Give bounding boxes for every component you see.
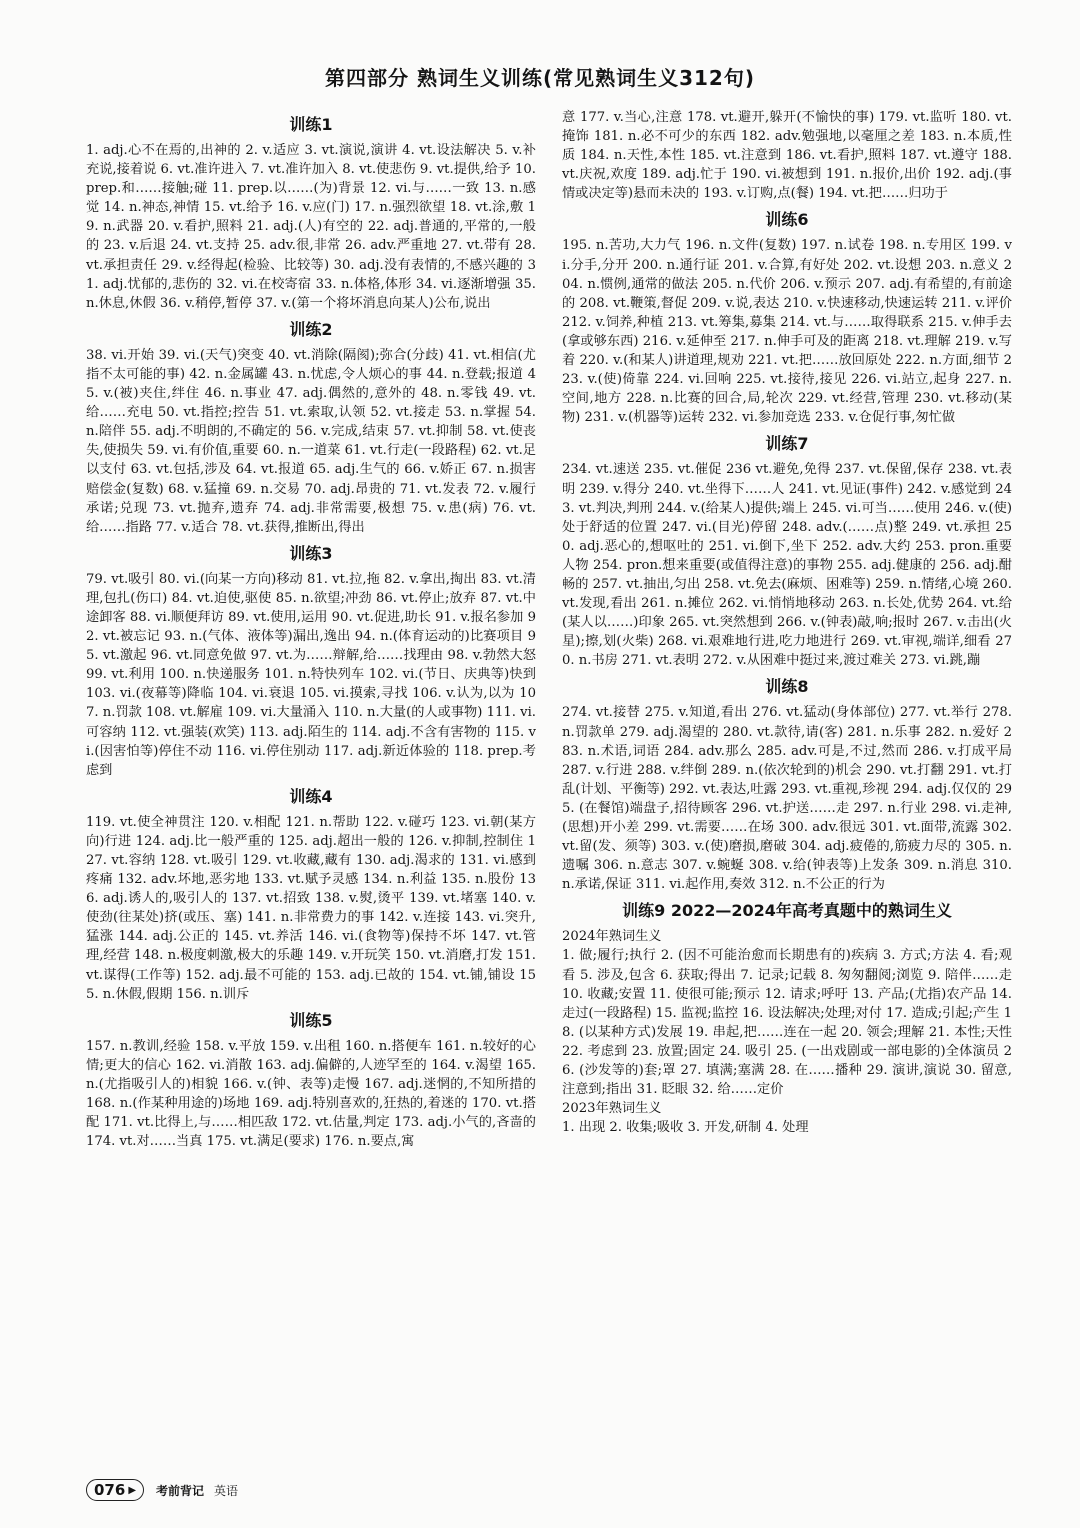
section-heading: 训练3 <box>289 543 333 563</box>
page-number-badge <box>86 1479 144 1501</box>
section-drill-7 <box>562 433 1012 670</box>
section-drill-3 <box>86 543 536 780</box>
answer-paragraph: 1. adj.心不在焉的,出神的 2. v.适应 3. vt.演说,演讲 4. vt.设法解决 5. v.补充说,接着说 6. vt.准许进入 7. vt.准许加入 8. vt.使悲伤 9. vt.提供,给予 10. prep.和……接触;碰 11. prep.以……(为)背景 12. vi.与……一致 13. n.感觉 14. n.神态,神情 15. vt.给予 16. v.应(门) 17. n.强烈欲望 18. vt.涂,敷 19. n.武器 20. v.看护,照料 21. adj.(人)有空的 22. adj.普通的,平常的,一般的 23. v.后退 24. vt.支持 25. adv.很,非常 26. adv.严重地 27. vt.带有 28. vt.承担责任 29. v.经得起(检验、比较等) 30. adj.没有表情的,不感兴趣的 31. adj.忧郁的,悲伤的 32. vi.在校寄宿 33. n.体格,体形 34. vi.逐渐增强 35. n.休息,休假 36. v.稍停,暂停 37. v.(第一个将坏消息向某人)公布,说出 <box>86 143 536 311</box>
answer-paragraph: 意 177. v.当心,注意 178. vt.避开,躲开(不愉快的事) 179. vt.监听 180. vt.掩饰 181. n.必不可少的东西 182. adv.勉强地,以毫厘之差 183. n.本质,性质 184. n.天性,本性 185. vt.注意到 186. vt.看护,照料 187. vt.遵守 188. vt.庆祝,欢度 189. adj.忙于 190. vi.被想到 191. n.报价,出价 192. adj.(事情或决定等)悬而未决的 193. v.订购,点(餐) 194. vt.把……归功于 <box>562 110 1012 202</box>
year-2023-label: 2023年熟词生义 <box>562 1101 662 1117</box>
section-drill-9 <box>562 900 1012 1137</box>
section-heading: 训练2 <box>289 319 333 339</box>
book-title: 考前背记 <box>156 1483 205 1498</box>
section-drill-5 <box>86 1010 536 1152</box>
section-heading: 训练6 <box>765 210 809 230</box>
right-column <box>562 108 1012 1137</box>
section-drill-6 <box>562 209 1012 427</box>
section-heading: 训练8 <box>765 677 809 697</box>
answer-paragraph: 157. n.教训,经验 158. v.平放 159. v.出租 160. n.搭便车 161. n.较好的心情;更大的信心 162. vi.消散 163. adj.偏僻的,人迹罕至的 164. v.渴望 165. n.(尤指吸引人的)相貌 166. v.(钟、表等)走慢 167. adj.迷惘的,不知所措的 168. n.(作某种用途的)场地 169. adj.特别喜欢的,狂热的,着迷的 170. vt.搭配 171. vt.比得上,与……相匹敌 172. vt.估量,判定 173. adj.小气的,吝啬的 174. vt.对……当真 175. vt.满足(要求) 176. n.要点,寓 <box>86 1038 536 1150</box>
page-footer <box>86 1476 238 1504</box>
answer-paragraph: 195. n.苦功,大力气 196. n.文件(复数) 197. n.试卷 198. n.专用区 199. vi.分手,分开 200. n.通行证 201. v.合算,有好处 202. vt.设想 203. n.意义 204. n.惯例,通常的做法 205. n.代价 206. v.预示 207. adj.有希望的,有前途的 208. vt.鞭策,督促 209. v.说,表达 210. v.快速移动,快速运转 211. v.评价 212. v.饲养,种植 213. vt.筹集,募集 214. vt.与……取得联系 215. v.伸手去(拿或够东西) 216. v.延伸至 217. n.伸手可及的距离 218. vt.理解 219. v.写着 220. v.(和某人)讲道理,规劝 221. vt.把……放回原处 222. n.方面,细节 223. v.(使)倚靠 224. vi.回响 225. vt.接待,接见 226. vi.站立,起身 227. n.空间,地方 228. n.比赛的回合,局,轮次 229. vt.经营,管理 230. vt.移动(某物) 231. v.(机器等)运转 232. vi.参加竞选 233. v.仓促行事,匆忙做 <box>562 238 1012 426</box>
section-heading: 训练7 <box>765 434 809 454</box>
play-arrow-icon: ▶ <box>128 1484 137 1496</box>
left-column <box>86 108 536 1151</box>
answer-paragraph: 274. vt.接替 275. v.知道,看出 276. vt.猛动(身体部位) 277. vt.举行 278. n.罚款单 279. adj.渴望的 280. vt.款待,请(客) 281. n.乐事 282. n.爱好 283. n.术语,词语 284. adv.那么 285. adv.可是,不过,然而 286. v.打成平局 287. v.行进 288. v.绊倒 289. n.(依次轮到的)机会 290. vt.打翻 291. vt.打乱(计划、平衡等) 292. vt.表达,吐露 293. vt.重视,珍视 294. adj.仅仅的 295. (在餐馆)端盘子,招待顾客 296. vt.护送……走 297. n.行业 298. vi.走神,(思想)开小差 299. vt.需要……在场 300. adv.很远 301. vt.面带,流露 302. vt.留(发、须等) 303. v.(使)磨损,磨破 304. adj.疲倦的,筋疲力尽的 305. n.遗嘱 306. n.意志 307. v.蜿蜒 308. v.给(钟表等)上发条 309. n.消息 310. n.承诺,保证 311. vi.起作用,奏效 312. n.不公正的行为 <box>562 705 1012 893</box>
section-drill-5-continued <box>562 108 1012 203</box>
section-drill-8 <box>562 676 1012 894</box>
answer-paragraph: 38. vi.开始 39. vi.(天气)突变 40. vt.消除(隔阂);弥合(分歧) 41. vt.相信(尤指不太可能的事) 42. n.金属罐 43. n.忧虑,令人烦心的事 44. n.登载;报道 45. v.(被)夹住,绊住 46. n.事业 47. adj.偶然的,意外的 48. n.零钱 49. vt.给……充电 50. vt.指控;控告 51. vt.索取,认领 52. vt.接走 53. n.掌握 54. n.陪伴 55. adj.不明朗的,不确定的 56. v.完成,结束 57. vt.抑制 58. vt.使丧失,使损失 59. vi.有价值,重要 60. n.一道菜 61. vt.行走(一段路程) 62. vt.足以支付 63. vt.包括,涉及 64. vt.报道 65. adj.生气的 66. v.娇正 67. n.损害赔偿金(复数) 68. v.猛撞 69. n.交易 70. adj.昂贵的 71. vt.发表 72. v.履行承诺;兑现 73. vt.抛弃,遗弃 74. adj.非常需要,极想 75. v.患(病) 76. vt.给……指路 77. v.适合 78. vt.获得,推断出,得出 <box>86 347 536 535</box>
section-drill-1 <box>86 114 536 313</box>
section-heading: 训练9 2022—2024年高考真题中的熟词生义 <box>622 901 952 921</box>
section-heading: 训练1 <box>289 115 333 134</box>
answer-paragraph: 79. vt.吸引 80. vi.(向某一方向)移动 81. vt.拉,拖 82. v.拿出,掏出 83. vt.清理,包扎(伤口) 84. vt.迫使,驱使 85. n.欲望;冲劲 86. vt.停止;放弃 87. vt.中途卸客 88. vi.顺便拜访 89. vt.使用,运用 90. vt.促进,助长 91. v.报名参加 92. vt.被忘记 93. n.(气体、液体等)漏出,逸出 94. n.(体育运动的)比赛项目 95. vt.激起 96. vt.同意免做 97. vt.为……辩解,给……找理由 98. v.勃然大怒 99. vt.利用 100. n.快递服务 101. n.特快列车 102. vi.(节日、庆典等)快到 103. vi.(夜幕等)降临 104. vi.衰退 105. vi.摸索,寻找 106. v.认为,以为 107. n.罚款 108. vt.解雇 109. vi.大量涌入 110. n.大量(的人或事物) 111. vi.可容纳 112. vt.强装(欢笑) 113. adj.陌生的 114. adj.不含有害物的 115. vi.(因害怕等)停住不动 116. vi.停住别动 117. adj.新近体验的 118. prep.考虑到 <box>86 571 536 778</box>
section-heading: 训练4 <box>289 786 333 806</box>
answer-paragraph-2024: 1. 做;履行;执行 2. (因不可能治愈而长期患有的)疾病 3. 方式;方法 4. 看;观看 5. 涉及,包含 6. 获取;得出 7. 记录;记载 8. 匆匆翻阅;浏览 9. 陪伴……走 10. 收藏;安置 11. 使很可能;预示 12. 请求;呼吁 13. 产品;(尤指)农产品 14. 走过(一段路程) 15. 监视;监控 16. 设法解决;处理;对付 17. 造成;引起;产生 18. (以某种方式)发展 19. 串起,把……连在一起 20. 领会;理解 21. 本性;天性 22. 考虑到 23. 放置;固定 24. 吸引 25. (一出戏剧或一部电影的)全体演员 26. (沙发等的)套;罩 27. 填满;塞满 28. 在……播种 29. 演讲,演说 30. 留意,注意到;指出 31. 眨眼 32. 给……定价 <box>562 948 1012 1098</box>
page-title: 第四部分 熟词生义训练(常见熟词生义312句) <box>325 66 755 90</box>
page-number: 076 <box>94 1481 126 1499</box>
answer-paragraph: 119. vt.使全神贯注 120. v.相配 121. n.帮助 122. v.碰巧 123. vi.朝(某方向)行进 124. adj.比一般严重的 125. adj.超出一般的 126. v.抑制,控制住 127. vt.容纳 128. vt.吸引 129. vt.收藏,藏有 130. adj.渴求的 131. vi.感到疼痛 132. adv.坏地,恶劣地 133. vt.赋予灵感 134. n.利益 135. n.股份 136. adj.诱人的,吸引人的 137. vt.招致 138. v.熨,烫平 139. vt.堵塞 140. v.使劲(往某处)挤(或压、塞) 141. n.非常费力的事 142. v.连接 143. vi.突升,猛涨 144. adj.公正的 145. vt.养活 146. vi.(食物等)保持不坏 147. vt.管理,经营 148. n.极度刺激,极大的乐趣 149. v.开玩笑 150. vt.消磨,打发 151. vt.谋得(工作等) 152. adj.最不可能的 153. adj.已故的 154. vt.铺,铺设 155. n.休假,假期 156. n.训斥 <box>86 814 536 1002</box>
section-drill-2 <box>86 319 536 537</box>
answer-paragraph-2023: 1. 出现 2. 收集;吸收 3. 开发,研制 4. 处理 <box>562 1120 809 1136</box>
subject-label: 英语 <box>214 1483 239 1498</box>
section-heading: 训练5 <box>289 1010 333 1030</box>
section-drill-4 <box>86 786 536 1004</box>
year-2024-label: 2024年熟词生义 <box>562 929 662 945</box>
answer-paragraph: 234. vt.速送 235. vt.催促 236 vt.避免,免得 237. vt.保留,保存 238. vt.表明 239. v.得分 240. vt.坐得下……人 241. vt.见证(事件) 242. v.感觉到 243. vt.判决,判刑 244. v.(给某人)提供;端上 245. vi.可当……使用 246. v.(使)处于舒适的位置 247. vi.(目光)停留 248. adv.(……点)整 249. vt.承担 250. adj.恶心的,想呕吐的 251. vi.倒下,坐下 252. adv.大约 253. pron.重要人物 254. pron.想来重要(或值得注意)的事物 255. adj.健康的 256. adj.酣畅的 257. vt.抽出,匀出 258. vt.免去(麻烦、困难等) 259. n.情绪,心境 260. vt.发现,看出 261. n.摊位 262. vi.悄悄地移动 263. n.长处,优势 264. vt.给(某人以……)印象 265. vt.突然想到 266. v.(钟表)敲,响;报时 267. v.击出(火星);擦,划(火柴) 268. vi.艰难地行进,吃力地进行 269. vt.审视,端详,细看 270. n.书房 271. vt.表明 272. v.从困难中挺过来,渡过难关 273. vi.跳,蹦 <box>562 462 1012 669</box>
